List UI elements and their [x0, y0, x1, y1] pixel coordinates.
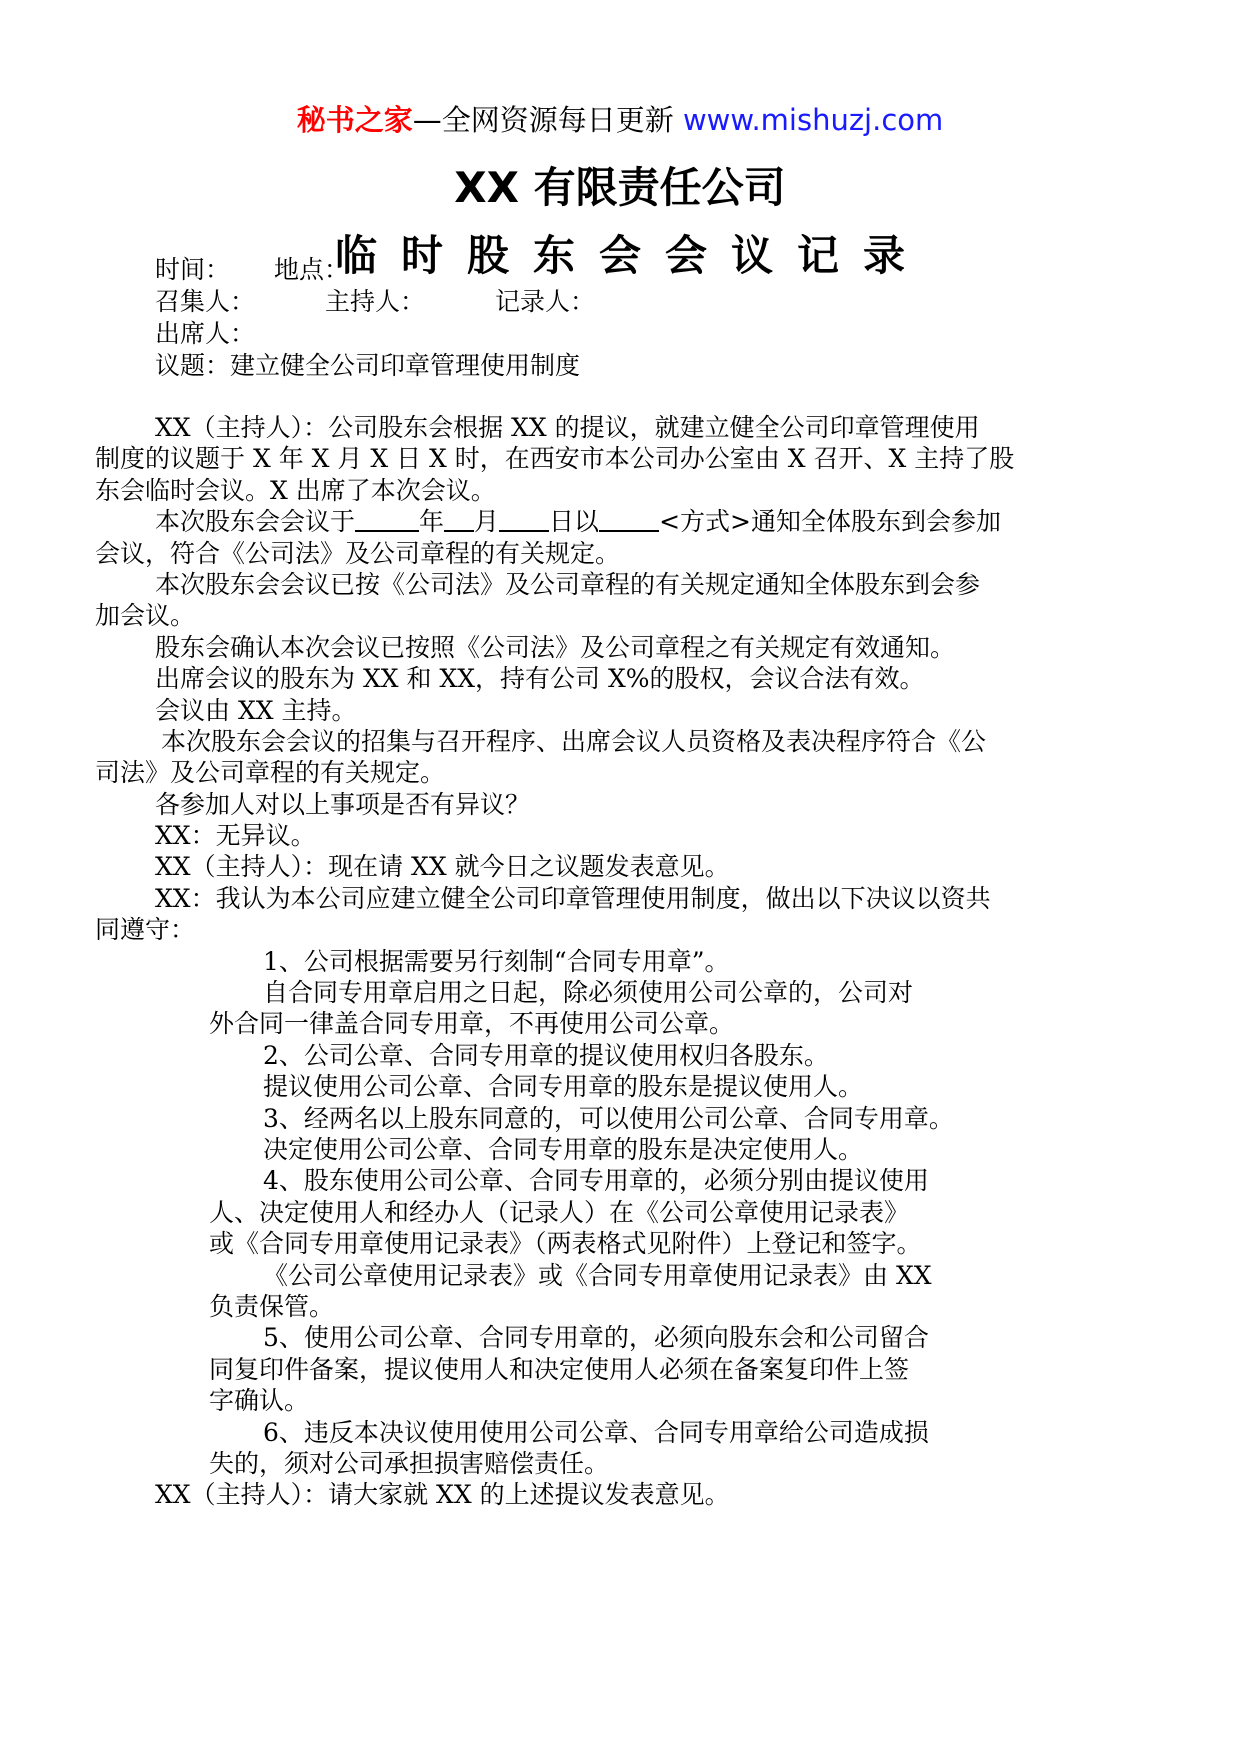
- resolution-item: 失的，须对公司承担损害赔偿责任。: [209, 1448, 610, 1478]
- info-recorder: 记录人：: [495, 287, 596, 316]
- meeting-body: [95, 412, 1145, 1511]
- resolution-item: 负责保管。: [209, 1291, 335, 1321]
- resolution-item: 1、公司根据需要另行刻制“合同专用章”。: [263, 946, 730, 976]
- meeting-title: 临时股东会会议记录: [334, 231, 929, 280]
- paragraph-line: 本次股东会会议已按《公司法》及公司章程的有关规定通知全体股东到会参: [155, 569, 981, 599]
- info-convener: 召集人：: [155, 287, 256, 316]
- info-host: 主持人：: [325, 287, 426, 316]
- info-topic: 议题：建立健全公司印章管理使用制度: [155, 351, 581, 380]
- notice-text: 本次股东会会议于: [155, 507, 356, 537]
- paragraph-line: 会议，符合《公司法》及公司章程的有关规定。: [95, 538, 621, 568]
- notice-line: [95, 506, 1145, 537]
- resolution-item: 外合同一律盖合同专用章，不再使用公司公章。: [209, 1009, 735, 1039]
- paragraph-line: 本次股东会会议的招集与召开程序、出席会议人员资格及表决程序符合《公: [161, 726, 987, 756]
- paragraph-line: 东会临时会议。X 出席了本次会议。: [95, 475, 496, 505]
- method-blank: [599, 506, 659, 532]
- paragraph-line: XX（主持人）：公司股东会根据 XX 的提议，就建立健全公司印章管理使用: [155, 413, 980, 442]
- paragraph-line: XX：无异议。: [155, 821, 316, 851]
- paragraph-line: XX（主持人）：请大家就 XX 的上述提议发表意见。: [155, 1480, 730, 1510]
- paragraph-line: 制度的议题于 X 年 X 月 X 日 X 时，在西安市本公司办公室由 X 召开、X 主持了股: [95, 444, 1015, 474]
- banner-url[interactable]: www.mishuzj.com: [682, 103, 944, 137]
- banner-brand: 秘书之家: [296, 103, 413, 137]
- paragraph-line: 出席会议的股东为 XX 和 XX，持有公司 X%的股权，会议合法有效。: [155, 664, 925, 694]
- resolution-item: 6、违反本决议使用使用公司公章、合同专用章给公司造成损: [263, 1417, 929, 1447]
- resolution-item: 同复印件备案，提议使用人和决定使用人必须在备案复印件上签: [209, 1354, 910, 1384]
- notice-text: 月: [474, 507, 500, 537]
- paragraph-line: 司法》及公司章程的有关规定。: [95, 758, 446, 788]
- resolution-item: 或《合同专用章使用记录表》（两表格式见附件）上登记和签字。: [209, 1229, 922, 1259]
- resolution-item: 自合同专用章启用之日起，除必须使用公司公章的，公司对: [263, 978, 914, 1008]
- resolution-item: 2、公司公章、合同专用章的提议使用权归各股东。: [263, 1040, 829, 1070]
- paragraph-line: 会议由 XX 主持。: [155, 695, 357, 725]
- resolution-item: 字确认。: [209, 1386, 310, 1416]
- company-title: XX 有限责任公司: [454, 163, 786, 212]
- paragraph-line: 各参加人对以上事项是否有异议？: [155, 789, 531, 819]
- site-banner: [0, 100, 1240, 140]
- banner-tagline: —全网资源每日更新: [412, 103, 674, 137]
- resolution-item: 4、股东使用公司公章、合同专用章的，必须分别由提议使用: [263, 1166, 929, 1196]
- paragraph-line: 同遵守：: [95, 915, 196, 945]
- year-blank: [355, 506, 419, 532]
- resolution-item: 决定使用公司公章、合同专用章的股东是决定使用人。: [263, 1134, 864, 1164]
- notice-text: 日以: [549, 507, 600, 537]
- info-line-people: [155, 286, 595, 318]
- resolution-item: 人、决定使用人和经办人（记录人）在《公司公章使用记录表》: [209, 1197, 910, 1227]
- notice-text: 年: [419, 507, 445, 537]
- info-place: 地点：: [274, 255, 350, 284]
- resolution-item: 提议使用公司公章、合同专用章的股东是提议使用人。: [263, 1072, 864, 1102]
- paragraph-line: XX：我认为本公司应建立健全公司印章管理使用制度，做出以下决议以资共: [155, 883, 991, 913]
- notice-text: <方式>通知全体股东到会参加: [659, 507, 1001, 537]
- info-line-time: [155, 254, 349, 286]
- resolution-item: 5、使用公司公章、合同专用章的，必须向股东会和公司留合: [263, 1323, 929, 1353]
- info-time: 时间：: [155, 255, 231, 284]
- info-attendees: 出席人：: [155, 319, 256, 348]
- month-blank: [444, 506, 474, 532]
- paragraph-line: 加会议。: [95, 601, 196, 631]
- resolution-item: 《公司公章使用记录表》或《合同专用章使用记录表》由 XX: [263, 1260, 932, 1290]
- paragraph-line: XX（主持人）：现在请 XX 就今日之议题发表意见。: [155, 852, 730, 882]
- day-blank: [499, 506, 549, 532]
- paragraph-line: 股东会确认本次会议已按照《公司法》及公司章程之有关规定有效通知。: [155, 632, 956, 662]
- resolution-item: 3、经两名以上股东同意的，可以使用公司公章、合同专用章。: [263, 1103, 954, 1133]
